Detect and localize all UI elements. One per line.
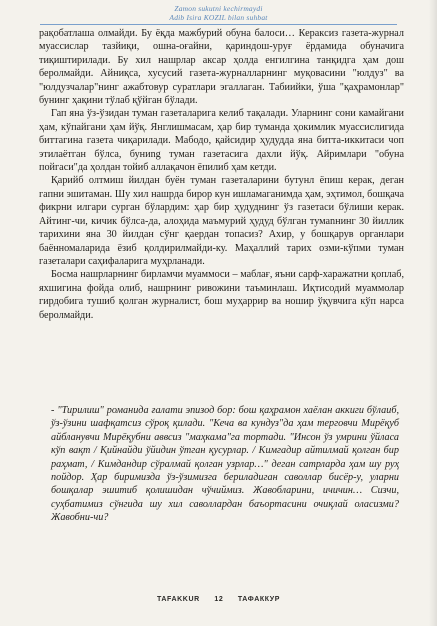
paragraph-1: рақобатлаша олмайди. Бу ёқда мажбурий обуна балоси… Керакcиз газета-журнал муассислар тазйиқи, ошна-оғайни, қариндош-уруғ ёрдамида обуначига тиқиштирилади. Бу хил нашрлар аксар ҳолда енгилгина танқидга ҳам дош беролмайди. Айниқса, хусусий газета-журналларнинг муқовасини "юлдуз" ва "юлдузчалар"нинг ажабтовур суратлари эгаллаган. Табиийки, ўша "қаҳрамонлар" бунинг ҳақини тўлаб қўйган бўлади. bbox=[39, 28, 404, 107]
paragraph-3: Қарийб олтмиш йилдан буён туман газеталарини бутунл ёпиш керак, деган гапни эшитаман. Шу хил нашрда бирор кун ишламаганимда ҳам, эҳтимол, бошқача фикрни илгари сурган бўлардим: ҳар бир ҳудуднинг ўз газетаси бўлиши керак. Айтинг-чи, кичик бўлса-да, алоҳида маъмурий ҳудуд бўлган тумаnнинг 30 йиллик тарихини яна 30 йилдан сўнг қаердан топасиз? Ахир, у бошқарув органлари баённомаларида ёзиб қолдирилмайди-ку. Маҳаллий тарих озми-кўпми туман газеталари саҳифаларига муҳрланади. bbox=[39, 175, 404, 267]
page-edge-shadow bbox=[429, 0, 437, 626]
paragraph-4: Босма нашрларнинг бирламчи муаммоси – маблағ, яъни сарф-харажатни қоплаб, яхшигина фойда олиб, нашрнинг ривожини таъминлаш. Иқтисодий муаммолар гирдобига тушиб қолган журналист, бош муҳаррир ва ношир ўқувчига кўп нарса беролмайди. bbox=[39, 269, 404, 321]
header-magazine-title: Zamon sukutni kechirmaydi bbox=[174, 4, 263, 13]
footer-right-title: ТАФАККУР bbox=[237, 596, 280, 603]
footer-left-title: TAFAKKUR bbox=[157, 596, 200, 603]
article-body bbox=[39, 27, 404, 322]
page-footer bbox=[0, 596, 437, 603]
page-number: 12 bbox=[214, 596, 224, 603]
running-header bbox=[0, 4, 437, 22]
interview-question: - "Тирилиш" романида ғалати эпизод бор: бош қаҳрамон хаёлан аккиги бўлаиб, ўз-ўзини шафқатсиз сўроқ қилади. "Кеча ва кундуз"да ҳам терговчи Мирёқуб айбланувчи Мирёқубни аввсиз "маҳкама"га тортади. "Инсон ўз умрини ўйласа кўп вақт / Қийнайди ўйидин ўтган қусурлар. / Кимгадир айтилмай қолган бир раҳмат, / Кимдандир сўралмай қолган узрлар…" деган сатрларда ҳам шу руҳ пойдор. Ҳар биримизда ўз-ўзимизга бериладиган саволлар бисёр-у, уларни бошқалар эшитиб қолишидан чўчиймиз. Жавобларини, ичuчин… Сизчи, суҳбатимиз сўнгида шу хил саволлардан баъортасини очиқлай оласизми? Жавобни-чи? bbox=[51, 405, 399, 524]
paragraph-2: Гап яна ўз-ўзидан туман газеталарига келиб тақалади. Уларнинг сони камайгани ҳам, кўпайгани ҳам йўқ. Янглишмасам, ҳар бир туманда ҳокимлик муассислигида биттагина газета чиқарилади. Мабодо, қайсидир ҳудудда яна битта-иккитаси чоп этилаётган бўлса, буниng туман газетасига дахли йўқ. Айримлари "обуна пойгаси"да ҳолдан тойиб аллақачон ёпилиб ҳам кетди. bbox=[39, 108, 404, 174]
header-article-subtitle: Adib Isira KOZIL bilan suhbat bbox=[169, 13, 268, 22]
header-divider bbox=[40, 24, 397, 25]
